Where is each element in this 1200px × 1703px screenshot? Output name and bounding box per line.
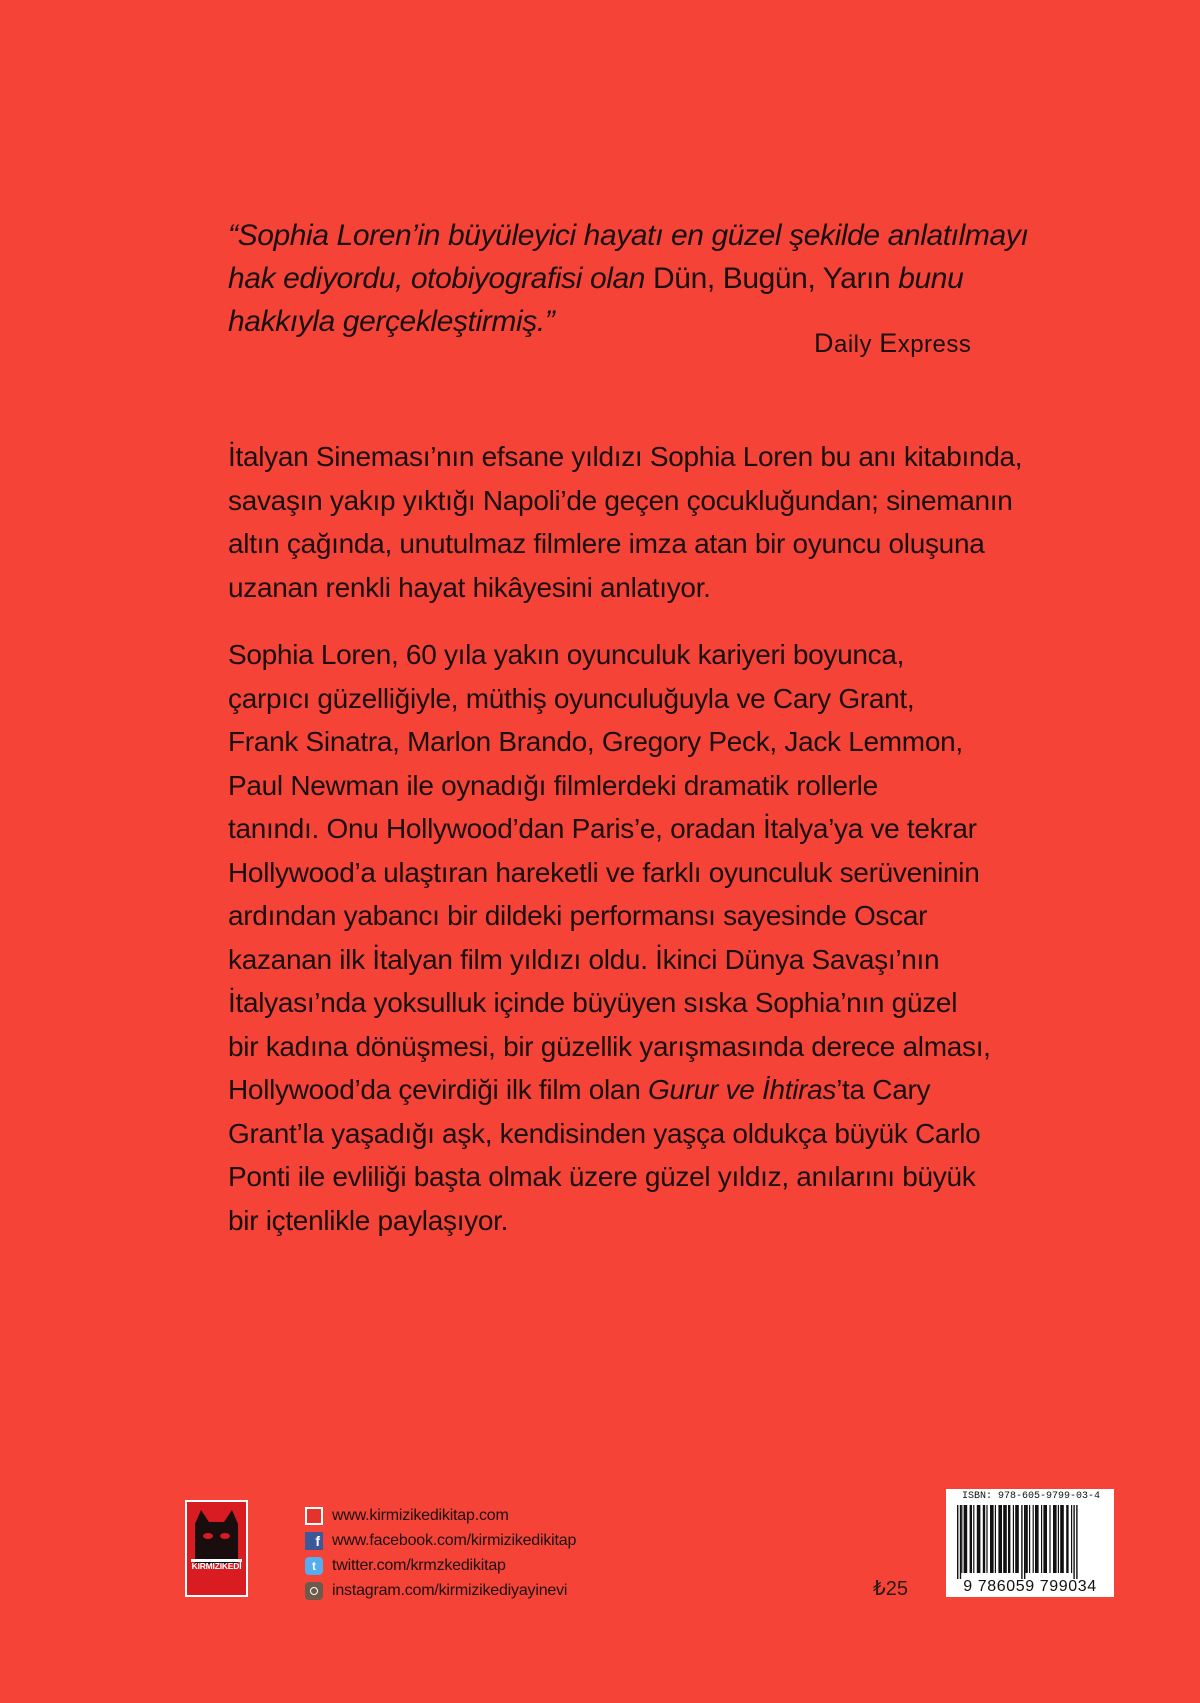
paragraph-line: bir kadına dönüşmesi, bir güzellik yarışmasında derece alması, <box>228 1030 991 1062</box>
isbn-barcode <box>946 1489 1114 1597</box>
barcode-bar <box>970 1505 972 1573</box>
link-website[interactable] <box>305 1503 576 1528</box>
barcode-bar <box>1024 1505 1025 1579</box>
quote-text: bunu <box>890 262 964 295</box>
isbn-digits: 9 786059 799034 <box>963 1578 1097 1595</box>
barcode-bar <box>1033 1505 1034 1573</box>
quote-line: hakkıyla gerçekleştirmiş.” <box>228 305 555 338</box>
cat-icon <box>187 1502 246 1595</box>
barcode-bar <box>1073 1505 1074 1579</box>
paragraph-line: Sophia Loren, 60 yıla yakın oyunculuk kariyeri boyunca, <box>228 639 905 670</box>
barcode-bar <box>995 1505 996 1573</box>
paragraph-line: Ponti ile evliliği başta olmak üzere güzel yıldız, anılarını büyük <box>228 1161 976 1192</box>
isbn-label: ISBN: 978-605-9799-03-4 <box>962 1491 1101 1502</box>
paragraph-line: kazanan ilk İtalyan film yıldızı oldu. İkinci Dünya Savaşı’nın <box>228 943 940 975</box>
price: ₺25 <box>873 1578 908 1600</box>
quote-text: hak ediyordu, otobiyografisi olan <box>228 262 654 295</box>
paragraph-line: Hollywood’a ulaştıran hareketli ve farklı oyunculuk serüveninin <box>228 856 980 888</box>
barcode-bar <box>1060 1505 1064 1573</box>
link-instagram[interactable] <box>305 1578 576 1603</box>
barcode-bar <box>1008 1505 1010 1573</box>
barcode-bar <box>1066 1505 1068 1573</box>
barcode-bar <box>1029 1505 1030 1573</box>
logo-text: KIRMIZIKEDİ <box>191 1561 242 1571</box>
barcode-bar <box>1013 1505 1014 1573</box>
paragraph-line: tanındı. Onu Hollywood’dan Paris’e, oradan İtalya’ya ve tekrar <box>228 813 977 844</box>
barcode-bar <box>1049 1505 1050 1573</box>
paragraph-text: Hollywood’da çevirdiği ilk film olan <box>228 1074 648 1105</box>
barcode-bar <box>1021 1505 1022 1579</box>
barcode-bar <box>1003 1505 1007 1573</box>
facebook-icon: f <box>305 1532 323 1550</box>
film-title: Gurur ve İhtiras <box>647 1074 837 1105</box>
paragraph-line: Grant’la yaşadığı aşk, kendisinden yaşça oldukça büyük Carlo <box>228 1117 981 1149</box>
book-title: Dün, Bugün, Yarın <box>653 262 891 295</box>
barcode-bar <box>977 1505 981 1573</box>
twitter-icon: t <box>305 1557 323 1575</box>
barcode-bar <box>957 1505 958 1579</box>
link-text[interactable]: twitter.com/krmzkedikitap <box>332 1556 506 1574</box>
link-twitter[interactable] <box>305 1553 576 1578</box>
paragraph-line: Paul Newman ile oynadığı filmlerdeki dramatik rollerle <box>228 769 878 801</box>
paragraph-line: altın çağında, unutulmaz filmlere imza atan bir oyuncu oluşuna <box>228 528 985 559</box>
source-initial: D <box>814 328 834 358</box>
paragraph-line: İtalyan Sineması’nın efsane yıldızı Sophia Loren bu anı kitabında, <box>228 441 1023 472</box>
barcode-bar <box>973 1505 974 1573</box>
barcode-bar <box>960 1505 961 1579</box>
barcode-bar <box>986 1505 987 1573</box>
paragraph-line: çarpıcı güzelliğiyle, müthiş oyunculuğuyla ve Cary Grant, <box>228 682 915 714</box>
source-initial: E <box>879 328 898 358</box>
link-text[interactable]: www.facebook.com/kirmizikedikitap <box>332 1531 577 1549</box>
barcode-bar <box>990 1505 994 1573</box>
paragraph-line: savaşın yakıp yıktığı Napoli’de geçen çocukluğundan; sinemanın <box>228 484 1013 516</box>
paragraph-line: Frank Sinatra, Marlon Brando, Gregory Peck, Jack Lemmon, <box>228 726 963 757</box>
quote-line <box>228 257 1108 300</box>
review-quote <box>228 214 1108 343</box>
barcode-bar <box>983 1505 985 1573</box>
barcode-bar <box>964 1505 968 1573</box>
source-text: aily <box>834 331 873 358</box>
barcode-bar <box>1041 1505 1042 1573</box>
barcode-bar <box>1035 1505 1039 1573</box>
source-text: xpress <box>897 331 972 358</box>
blurb-paragraph-2 <box>228 633 1108 1242</box>
blurb-paragraph-1 <box>228 435 1108 609</box>
barcode-bar <box>1015 1505 1019 1573</box>
barcode-bars <box>951 1505 1109 1579</box>
quote-source <box>814 328 971 359</box>
barcode-bar <box>1071 1505 1072 1573</box>
link-facebook[interactable] <box>305 1528 576 1553</box>
paragraph-line: ardından yabancı bir dildeki performansı sayesinde Oscar <box>228 900 928 931</box>
barcode-bar <box>1043 1505 1047 1573</box>
barcode-bar <box>961 1505 962 1573</box>
paragraph-text: ’ta Cary <box>836 1074 931 1105</box>
paragraph-line: İtalyası’nda yoksulluk içinde büyüyen sıska Sophia’nın güzel <box>228 987 958 1018</box>
barcode-bar <box>998 1505 1002 1573</box>
barcode-bar <box>1025 1505 1027 1573</box>
barcode-bar <box>1076 1505 1077 1579</box>
paragraph-line <box>228 1068 1108 1112</box>
paragraph-line: uzanan renkli hayat hikâyesini anlatıyor. <box>228 571 711 603</box>
link-text[interactable]: www.kirmizikedikitap.com <box>332 1506 509 1524</box>
quote-line: “Sophia Loren’in büyüleyici hayatı en güzel şekilde anlatılmayı <box>228 219 1029 252</box>
web-icon <box>305 1507 323 1525</box>
paragraph-line: bir içtenlikle paylaşıyor. <box>228 1204 509 1236</box>
barcode-bar <box>1053 1505 1057 1573</box>
barcode-bar <box>1058 1505 1059 1573</box>
publisher-links <box>305 1503 576 1603</box>
link-text[interactable]: instagram.com/kirmizikediyayinevi <box>332 1581 568 1599</box>
publisher-logo <box>185 1500 248 1597</box>
instagram-icon <box>305 1582 323 1600</box>
